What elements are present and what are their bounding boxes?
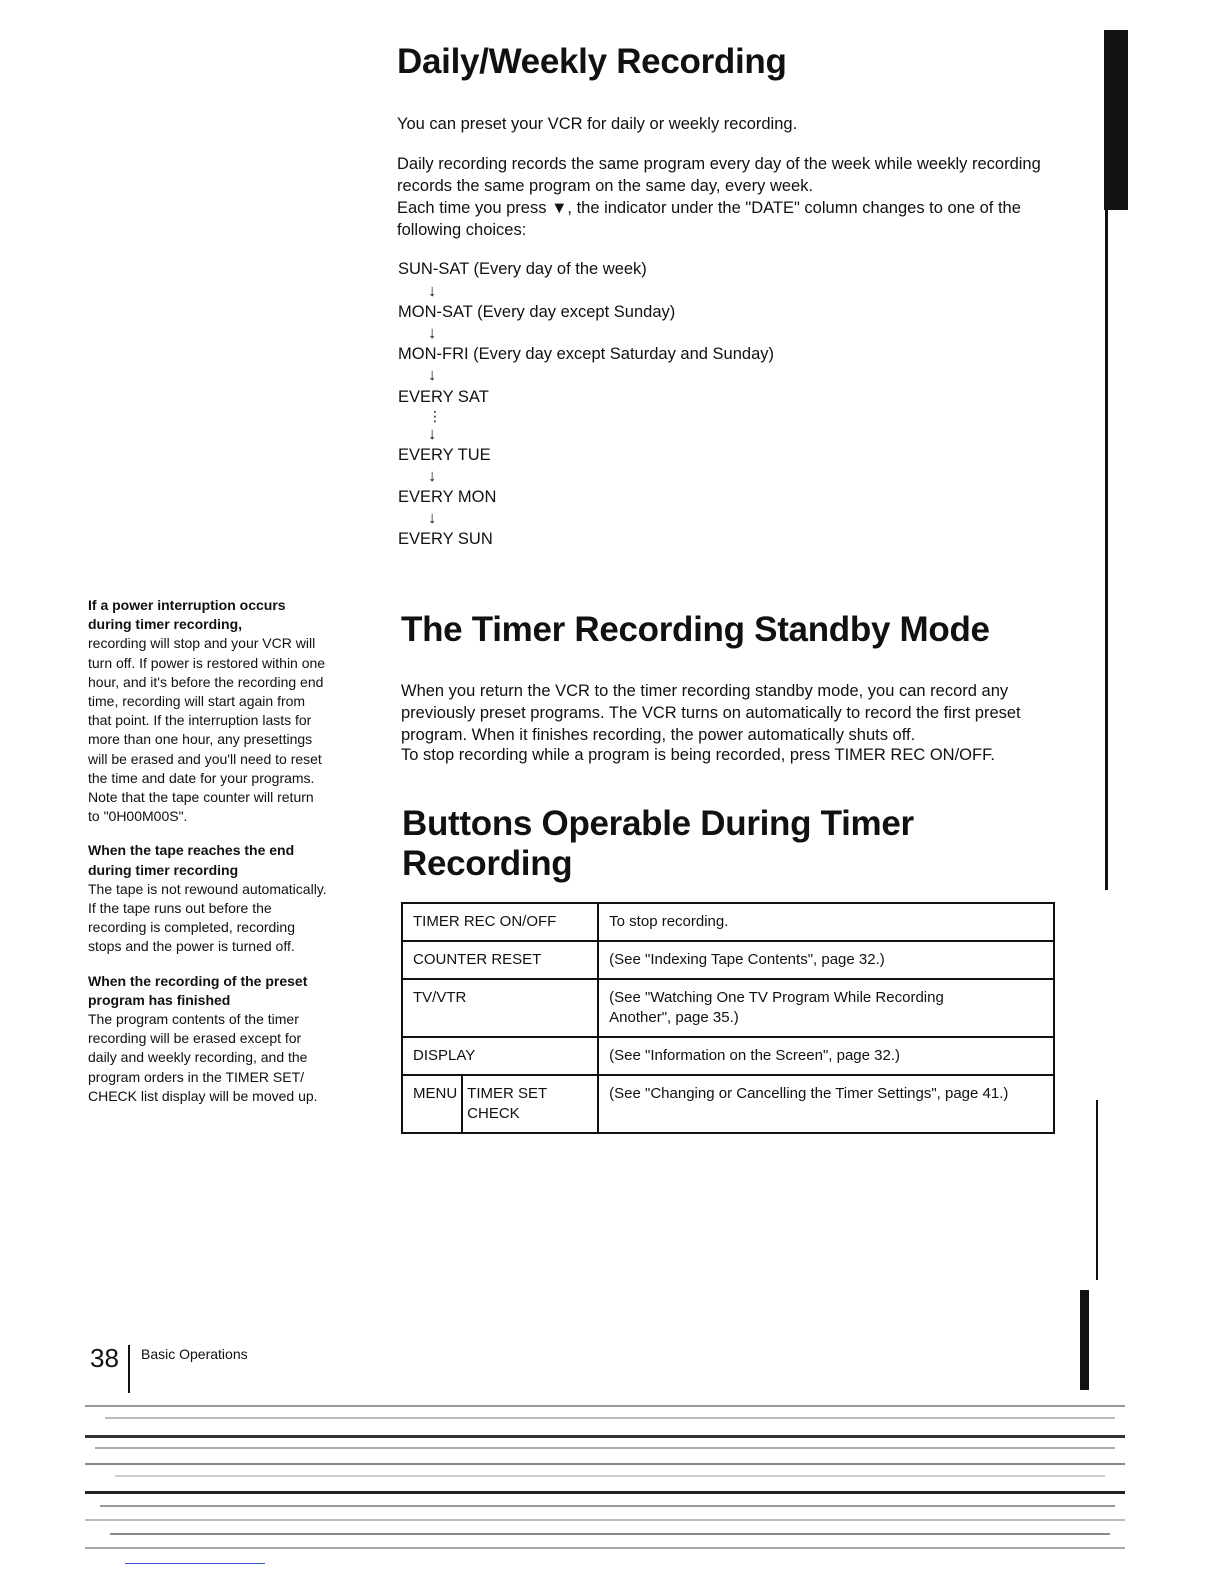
choice-item: EVERY MON bbox=[398, 488, 497, 506]
button-name-cell: TIMER REC ON/OFF bbox=[402, 903, 598, 941]
section-title-standby-mode: The Timer Recording Standby Mode bbox=[401, 610, 990, 649]
footer-section-name: Basic Operations bbox=[141, 1346, 248, 1362]
button-name-cell: COUNTER RESET bbox=[402, 941, 598, 979]
right-edge-bar bbox=[1104, 30, 1128, 210]
section1-intro: You can preset your VCR for daily or weekly recording. bbox=[397, 115, 798, 133]
title-line: Buttons Operable During Timer bbox=[402, 804, 914, 843]
right-edge-line bbox=[1105, 200, 1108, 890]
note-body: The tape is not rewound automatically. If the tape runs out before the recording is completed, recording stops and the power is turned off. bbox=[88, 880, 327, 955]
menu-cell: MENU bbox=[402, 1075, 462, 1133]
note-title: If a power interruption occurs during timer recording, bbox=[88, 597, 286, 633]
button-desc-cell: (See "Indexing Tape Contents", page 32.) bbox=[598, 941, 1054, 979]
section2-para1: When you return the VCR to the timer recording standby mode, you can record any previously preset programs. The VCR turns on automatically to record the first preset program. When it finishes recording, the power automatically shuts off. bbox=[401, 682, 1021, 744]
choice-sequence bbox=[398, 260, 898, 560]
button-desc-cell: To stop recording. bbox=[598, 903, 1054, 941]
page-number: 38 bbox=[90, 1343, 119, 1373]
choice-item: EVERY SUN bbox=[398, 530, 493, 548]
button-name-cell: TV/VTR bbox=[402, 979, 598, 1037]
choice-item: EVERY SAT bbox=[398, 388, 489, 406]
sidebar-notes bbox=[88, 596, 328, 1121]
choice-item: SUN-SAT (Every day of the week) bbox=[398, 260, 647, 278]
choice-item: MON-SAT (Every day except Sunday) bbox=[398, 303, 676, 321]
down-arrow-icon: ↓ bbox=[428, 366, 437, 384]
note-recording-finished bbox=[88, 972, 328, 1106]
section-title-buttons-operable bbox=[402, 804, 914, 884]
button-desc-cell: (See "Watching One TV Program While Recording Another", page 35.) bbox=[598, 979, 1054, 1037]
down-arrow-icon: ↓ bbox=[428, 324, 437, 342]
button-desc-cell: (See "Changing or Cancelling the Timer Settings", page 41.) bbox=[598, 1075, 1054, 1133]
note-tape-end bbox=[88, 841, 328, 956]
section-title-daily-weekly: Daily/Weekly Recording bbox=[397, 42, 787, 81]
note-body: The program contents of the timer recording will be erased except for daily and weekly recording, and the program orders in the TIMER SET/ CHECK list display will be moved up. bbox=[88, 1011, 318, 1104]
down-arrow-icon: ↓ bbox=[428, 509, 437, 527]
section1-para1: Daily recording records the same program every day of the week while weekly recording records the same program on the same day, every week. bbox=[397, 155, 1041, 195]
section1-para2: Each time you press ▼, the indicator under the "DATE" column changes to one of the following choices: bbox=[397, 199, 1021, 239]
right-edge-thick-lower bbox=[1080, 1290, 1089, 1390]
down-arrow-icon: ↓ bbox=[428, 282, 437, 300]
table-row bbox=[402, 903, 1054, 941]
right-edge-line-lower bbox=[1096, 1100, 1098, 1280]
down-arrow-icon: ↓ bbox=[428, 467, 437, 485]
footer-divider bbox=[128, 1345, 130, 1393]
title-line: Recording bbox=[402, 844, 573, 883]
section2-para2: To stop recording while a program is being recorded, press TIMER REC ON/OFF. bbox=[401, 746, 995, 764]
choice-item: EVERY TUE bbox=[398, 446, 491, 464]
ellipsis-dots-icon: ⋮ bbox=[428, 408, 442, 424]
table-row bbox=[402, 941, 1054, 979]
note-body: recording will stop and your VCR will turn off. If power is restored within one hour, and it's before the recording end time, recording will start again from that point. If the interruption lasts for more than one hour, any presettings will be erased and you'll need to reset the time and date for your programs. Note that the tape counter will return to "0H00M00S". bbox=[88, 635, 326, 825]
button-desc-cell: (See "Information on the Screen", page 32.) bbox=[598, 1037, 1054, 1075]
table-row bbox=[402, 979, 1054, 1037]
note-power-interruption bbox=[88, 596, 328, 826]
scan-noise-band bbox=[85, 1395, 1130, 1570]
down-arrow-icon: ↓ bbox=[428, 425, 437, 443]
note-title: When the tape reaches the end during timer recording bbox=[88, 842, 295, 878]
button-name-cell: DISPLAY bbox=[402, 1037, 598, 1075]
submenu-cell: TIMER SET CHECK bbox=[462, 1075, 598, 1133]
choice-item: MON-FRI (Every day except Saturday and Sunday) bbox=[398, 345, 774, 363]
note-title: When the recording of the preset program has finished bbox=[88, 972, 308, 1008]
table-row bbox=[402, 1037, 1054, 1075]
table-row bbox=[402, 1075, 1054, 1133]
buttons-table bbox=[401, 902, 1055, 1134]
